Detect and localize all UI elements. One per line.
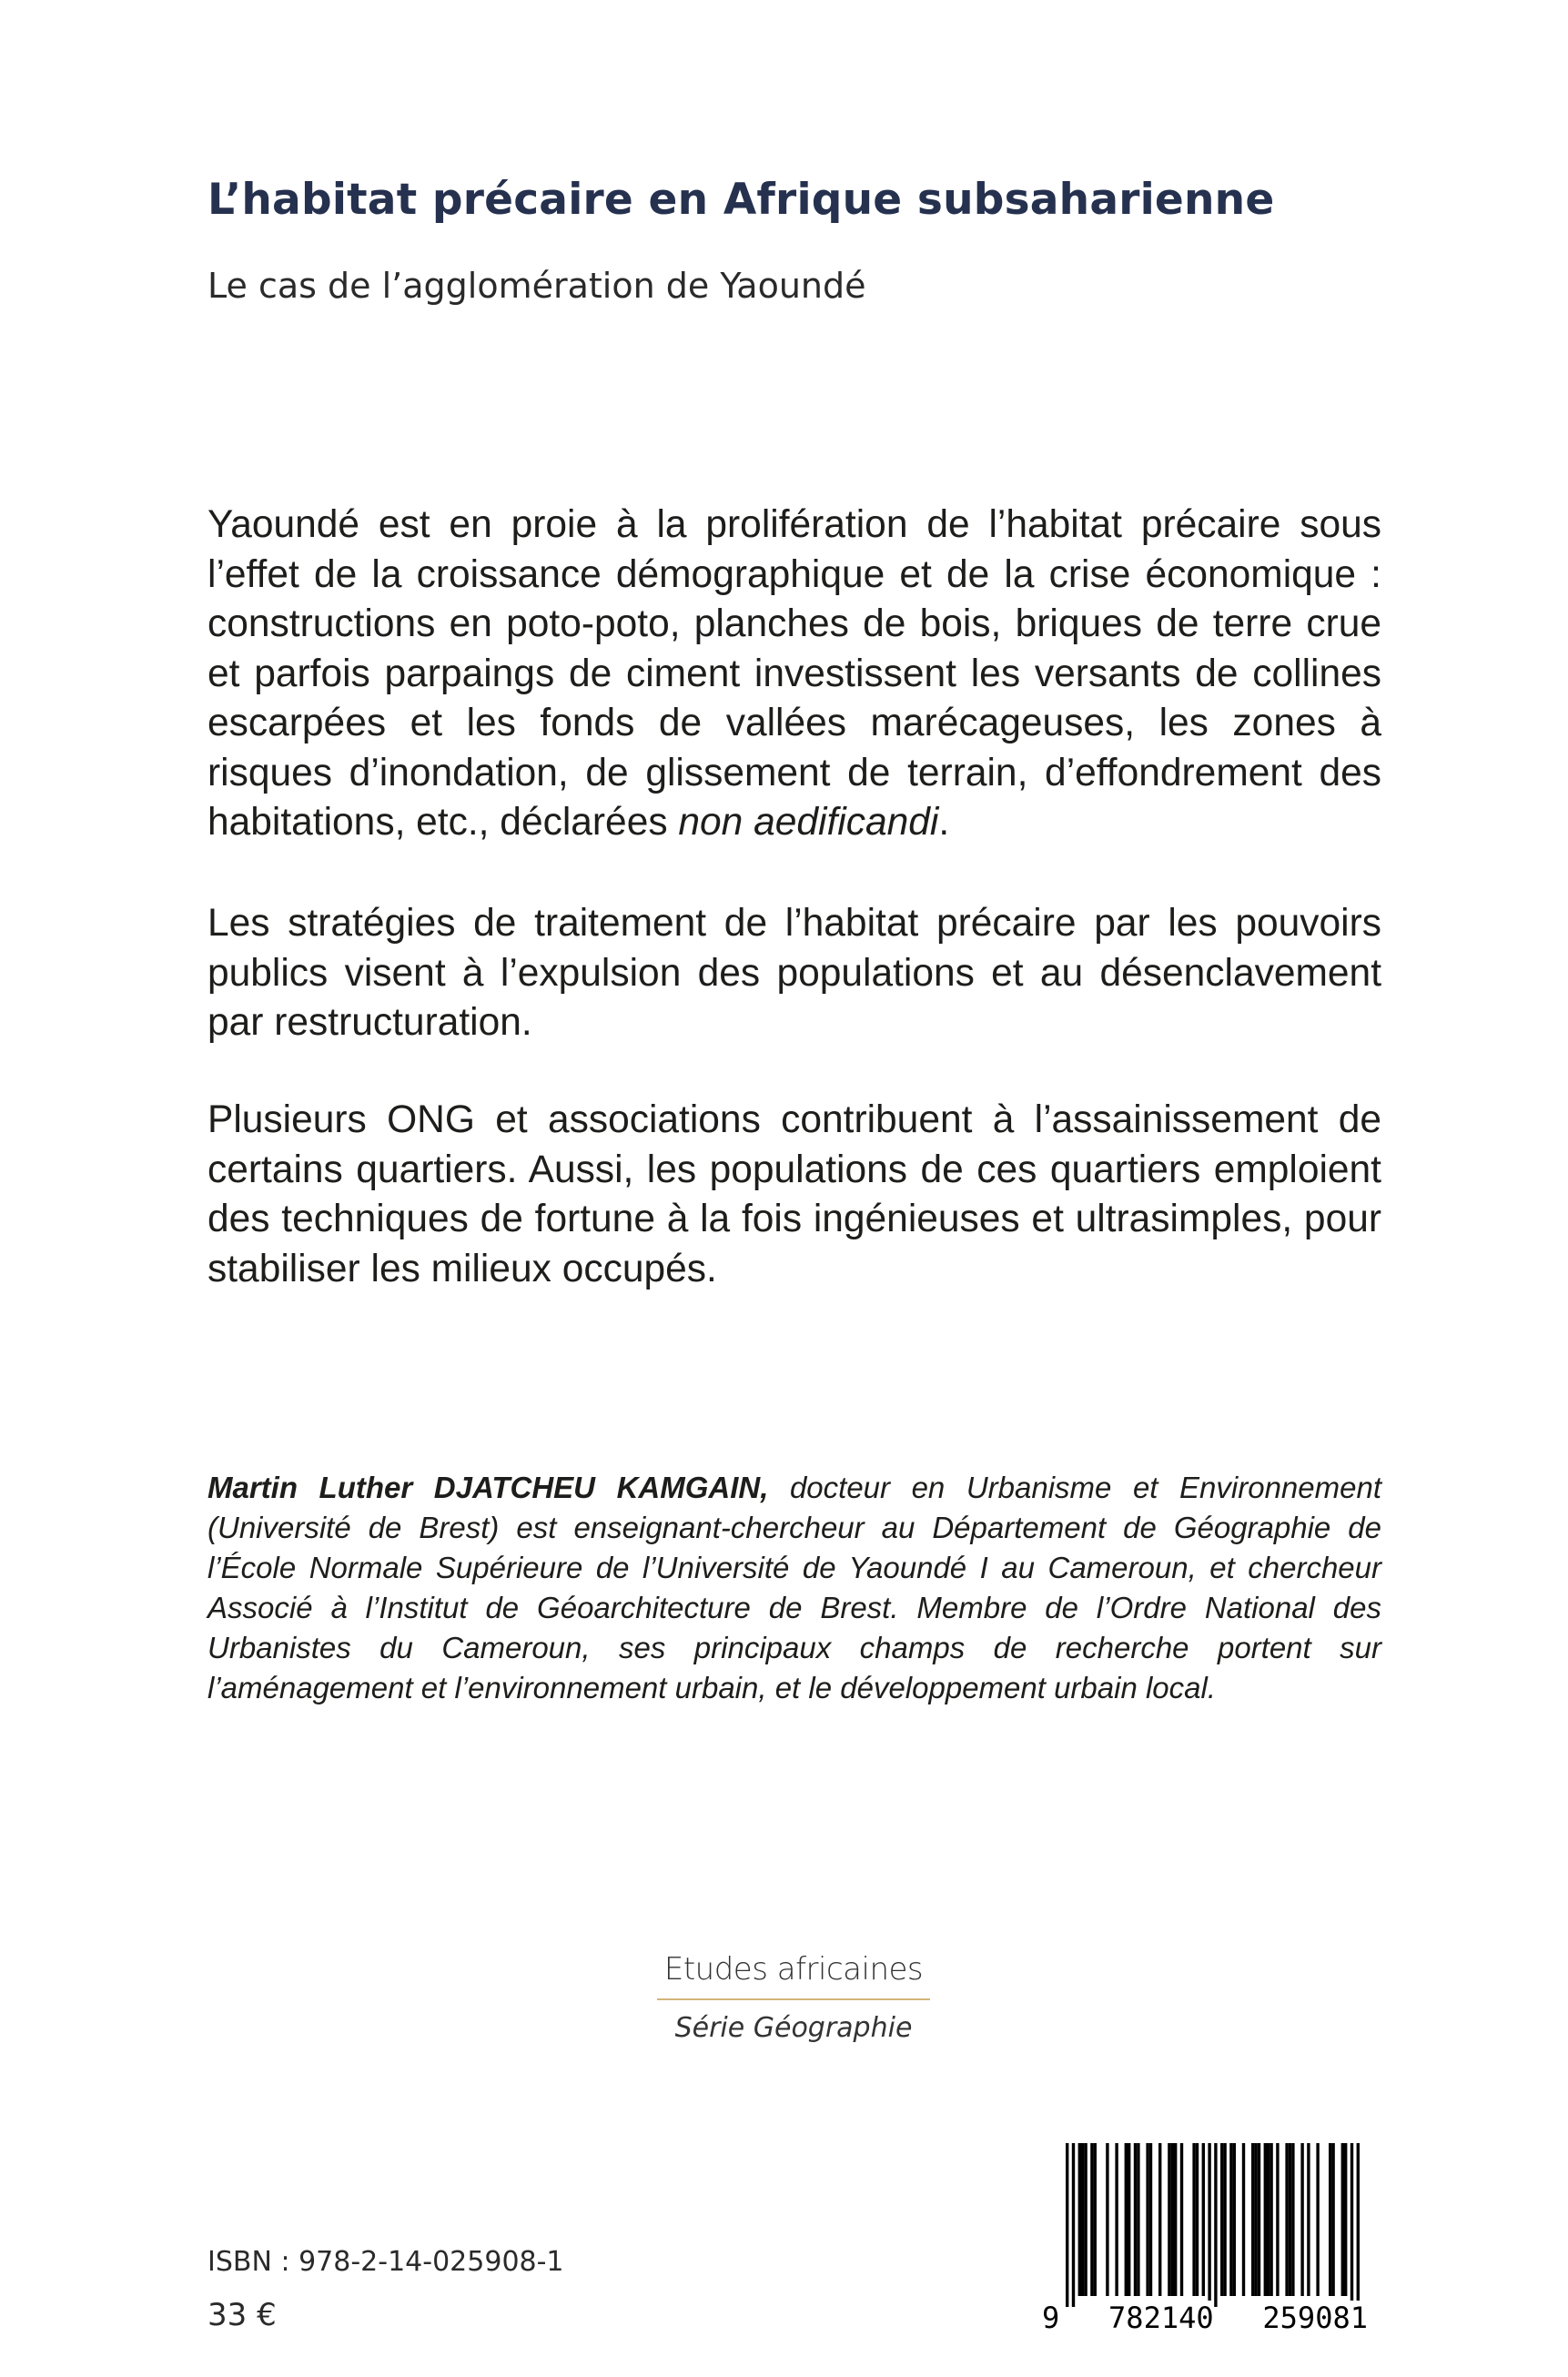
barcode-bar <box>1168 2143 1170 2296</box>
barcode-bar <box>1341 2143 1344 2296</box>
barcode-bar <box>1134 2143 1137 2296</box>
barcode-bar <box>1066 2143 1068 2307</box>
series-name: Etudes africaines <box>663 1951 924 1988</box>
barcode-bar <box>1291 2143 1294 2296</box>
barcode-bar <box>1094 2143 1097 2296</box>
isbn-label: ISBN : 978-2-14-025908-1 <box>207 2246 564 2278</box>
barcode-bar <box>1229 2143 1232 2296</box>
barcode-bar <box>1208 2143 1210 2307</box>
author-bio <box>207 1468 1381 1708</box>
barcode-bar <box>1106 2143 1108 2296</box>
book-title: L’habitat précaire en Afrique subsaharienne <box>207 175 1275 225</box>
barcode-bar <box>1351 2143 1353 2307</box>
barcode-bar <box>1084 2143 1087 2296</box>
series-subseries: Série Géographie <box>674 2012 913 2044</box>
barcode-bar <box>1146 2143 1148 2296</box>
barcode-bar <box>1267 2143 1270 2296</box>
barcode-bar <box>1214 2143 1217 2307</box>
barcode-bar <box>1192 2143 1195 2296</box>
barcode-digit-group-right: 259081 <box>1262 2301 1368 2335</box>
barcode-bar <box>1285 2143 1288 2296</box>
barcode-bar <box>1307 2143 1310 2296</box>
summary-paragraph-3: Plusieurs ONG et associations contribuent à l’assainissement de certains quartiers. Aussi, les populations de ces quartiers emploient des techniques de fortune à la fois ingénieuses et ultrasimples, pour stabiliser les milieux occupés. <box>207 1098 1381 1290</box>
barcode-bar <box>1223 2143 1226 2296</box>
barcode-bar <box>1329 2143 1331 2296</box>
summary-paragraph-2: Les stratégies de traitement de l’habitat précaire par les pouvoirs publics visent à l’expulsion des populations et au désenclavement par restructuration. <box>207 902 1381 1044</box>
barcode-bar <box>1180 2143 1183 2296</box>
price-label: 33 € <box>207 2297 277 2333</box>
barcode-bar <box>1264 2143 1267 2296</box>
barcode-bar <box>1090 2143 1093 2296</box>
barcode-bar <box>1078 2143 1081 2296</box>
barcode-digit-prefix: 9 <box>1042 2301 1060 2335</box>
series-divider <box>657 1998 930 2000</box>
summary-paragraph-1 <box>207 501 1381 848</box>
barcode-bar <box>1072 2143 1075 2307</box>
barcode-bar <box>1289 2143 1291 2296</box>
barcode-bar <box>1149 2143 1152 2296</box>
barcode-bar <box>1251 2143 1254 2296</box>
barcode-bar <box>1115 2143 1118 2296</box>
barcode-bar <box>1258 2143 1260 2296</box>
barcode-bar <box>1254 2143 1257 2296</box>
barcode-bar <box>1316 2143 1319 2296</box>
barcode-bar <box>1220 2143 1223 2296</box>
barcode-bar <box>1081 2143 1084 2296</box>
barcode-bar <box>1242 2143 1245 2296</box>
barcode-bar <box>1125 2143 1128 2296</box>
barcode-bar <box>1357 2143 1360 2307</box>
barcode-bar <box>1300 2143 1303 2296</box>
author-name: Martin Luther DJATCHEU KAMGAIN, <box>207 1471 769 1504</box>
barcode-bar <box>1158 2143 1161 2296</box>
barcode-bar <box>1202 2143 1205 2296</box>
barcode-bar <box>1171 2143 1174 2296</box>
barcode-bar <box>1128 2143 1130 2296</box>
barcode-bar <box>1174 2143 1177 2296</box>
author-bio-text: docteur en Urbanisme et Environnement (Université de Brest) est enseignant-chercheur au Département de Géographie de l’École Normale Supérieure de l’Université de Yaoundé I au Cameroun, et chercheur Associé à l’Institut de Géoarchitecture de Brest. Membre de l’Ordre National des Urbanistes du Cameroun, ses principaux champs de recherche portent sur l’aménagement et l’environnement urbain, et le développement urbain local. <box>207 1471 1381 1704</box>
barcode-bar <box>1344 2143 1347 2296</box>
barcode-bar <box>1196 2143 1199 2296</box>
barcode-bar <box>1331 2143 1334 2296</box>
barcode-digits <box>1042 2301 1368 2335</box>
book-subtitle: Le cas de l’agglomération de Yaoundé <box>207 266 866 306</box>
barcode-bar <box>1270 2143 1272 2296</box>
barcode-bar <box>1233 2143 1236 2296</box>
latin-term: non aedificandi <box>678 801 939 844</box>
barcode-digit-group-left: 782140 <box>1108 2301 1214 2335</box>
paragraph-1-end: . <box>938 801 950 844</box>
paragraph-1-text: Yaoundé est en proie à la prolifération de l’habitat précaire sous l’effet de la croissance démographique et de la crise économique : constructions en poto-poto, planches de bois, briques de terre crue et parfois parpaings de ciment investissent les versants de collines escarpées et les fonds de vallées marécageuses, les zones à risques d’inondation, de glissement de terrain, d’effondrement des habitations, etc., déclarées <box>207 503 1381 844</box>
barcode-bar <box>1276 2143 1279 2296</box>
barcode-bar <box>1137 2143 1139 2296</box>
